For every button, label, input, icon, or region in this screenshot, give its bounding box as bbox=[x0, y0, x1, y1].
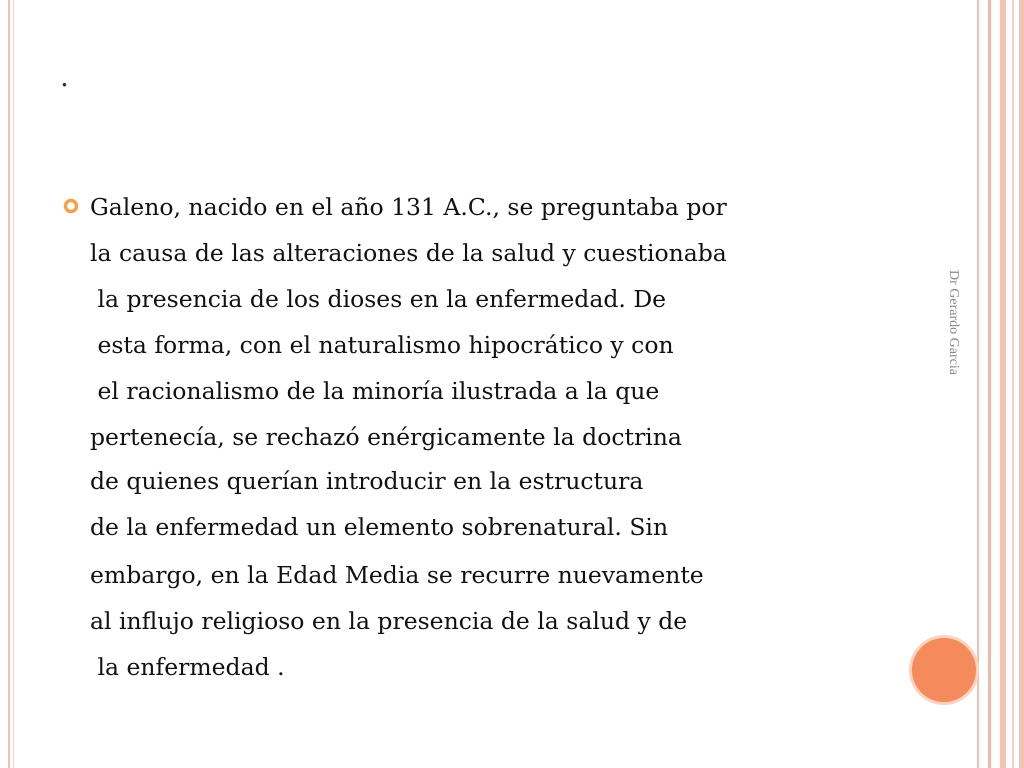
left-border-line-inner bbox=[13, 0, 14, 768]
bullet-line-2: la causa de las alteraciones de la salud y cuestionaba bbox=[90, 239, 727, 267]
right-border-line-3 bbox=[1000, 0, 1006, 768]
footer-author bbox=[941, 270, 981, 430]
bullet-line-9: embargo, en la Edad Media se recurre nuevamente bbox=[90, 561, 704, 589]
right-border-line-5 bbox=[1019, 0, 1024, 768]
decorative-circle bbox=[912, 638, 976, 702]
bullet-line-8: de la enfermedad un elemento sobrenatural. Sin bbox=[90, 513, 669, 541]
bullet-line-1: Galeno, nacido en el año 131 A.C., se preguntaba por bbox=[90, 193, 727, 221]
bullet-line-6: pertenecía, se rechazó enérgicamente la doctrina bbox=[90, 423, 682, 451]
footer-author-text: Dr Gerardo Garcia bbox=[946, 270, 961, 375]
ring-bullet-icon bbox=[63, 198, 79, 214]
right-border-line-4 bbox=[1012, 0, 1014, 768]
bullet-line-4: esta forma, con el naturalismo hipocrático y con bbox=[90, 331, 674, 359]
right-border-line-2 bbox=[988, 0, 991, 768]
slide-title: . bbox=[60, 60, 69, 93]
bullet-line-11: la enfermedad . bbox=[90, 653, 285, 681]
bullet-line-3: la presencia de los dioses en la enfermedad. De bbox=[90, 285, 667, 313]
bullet-line-7: de quienes querían introducir en la estructura bbox=[90, 467, 644, 495]
bullet-line-10: al influjo religioso en la presencia de la salud y de bbox=[90, 607, 688, 635]
left-border-line bbox=[8, 0, 10, 768]
bullet-line-5: el racionalismo de la minoría ilustrada a la que bbox=[90, 377, 660, 405]
